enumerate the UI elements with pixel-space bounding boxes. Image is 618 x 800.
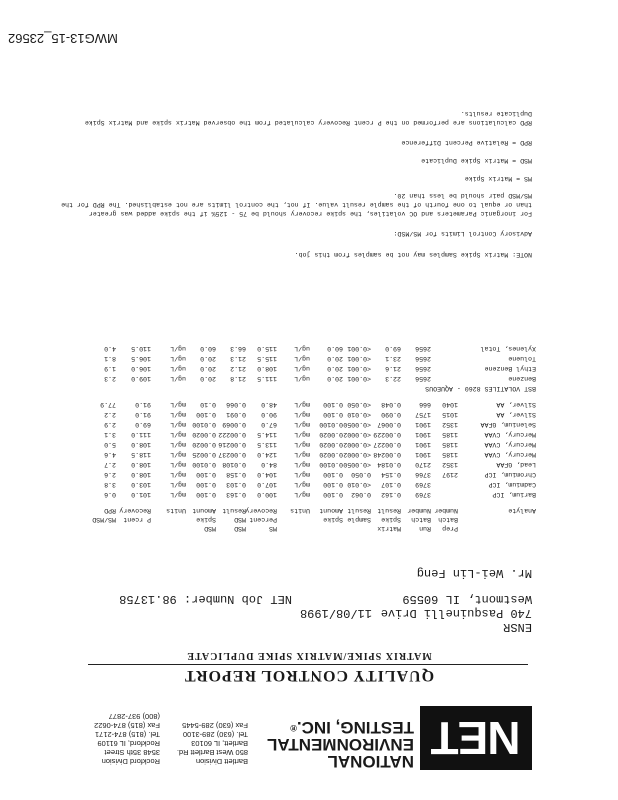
- division-line: Fax (815) 874-0622: [94, 721, 160, 730]
- value-cell: 1185: [442, 451, 458, 458]
- value-cell: 1015: [442, 411, 458, 418]
- division-line: Bartlett Division: [195, 757, 248, 766]
- analyte-cell: Benzene: [508, 375, 536, 382]
- job-number: NET Job Number: 98.13758: [119, 592, 292, 606]
- column-header: Amount: [319, 507, 343, 514]
- value-cell: 20.0: [200, 365, 216, 372]
- column-header: Run: [419, 525, 431, 532]
- value-cell: <0.001: [347, 345, 371, 352]
- value-cell: 1757: [415, 411, 431, 418]
- analyte-cell: Silver, AA: [496, 401, 536, 408]
- company-line-1: NATIONAL: [327, 752, 414, 771]
- value-cell: mg/L: [170, 481, 186, 488]
- value-cell: 1352: [442, 461, 458, 468]
- value-cell: 0.100: [196, 481, 216, 488]
- value-cell: <0.0002: [343, 451, 371, 458]
- note-rpd-line-1: RPD calculations are performed on the P rcent Recovery calculated from the observed Matrix spike and Matrix Spike: [84, 119, 532, 126]
- division-line: Tel. (815) 874-2171: [94, 730, 160, 739]
- value-cell: 48.0: [261, 401, 277, 408]
- column-header: Analyte: [508, 507, 536, 514]
- rockford-division: [78, 712, 160, 766]
- value-cell: 1901: [415, 451, 431, 458]
- value-cell: 91.0: [135, 411, 151, 418]
- column-header: Sample: [347, 516, 371, 523]
- value-cell: 0.062: [351, 491, 371, 498]
- column-header: Prep: [442, 525, 458, 532]
- value-cell: 21.8: [230, 375, 246, 382]
- column-header: Units: [290, 507, 310, 514]
- value-cell: 2.3: [104, 375, 116, 382]
- value-cell: 0.163: [226, 491, 246, 498]
- column-header: Recovery: [119, 507, 151, 514]
- column-header: MSD: [204, 525, 216, 532]
- value-cell: 118.5: [131, 451, 151, 458]
- value-cell: 0.0067: [377, 421, 401, 428]
- value-cell: 20.0: [200, 375, 216, 382]
- table-row: [76, 478, 536, 488]
- value-cell: 3.8: [104, 481, 116, 488]
- value-cell: mg/L: [170, 401, 186, 408]
- value-cell: <0.001: [347, 365, 371, 372]
- value-cell: ug/L: [170, 365, 186, 372]
- value-cell: <0.0002: [343, 431, 371, 438]
- value-cell: ug/L: [294, 365, 310, 372]
- value-cell: 84.0: [261, 461, 277, 468]
- value-cell: 0.100: [323, 471, 343, 478]
- value-cell: mg/L: [170, 421, 186, 428]
- value-cell: 0.091: [226, 411, 246, 418]
- value-cell: mg/L: [294, 431, 310, 438]
- value-cell: mg/L: [294, 421, 310, 428]
- value-cell: 110.5: [131, 345, 151, 352]
- value-cell: 111.0: [131, 431, 151, 438]
- division-line: Tel. (630) 289-3100: [182, 730, 248, 739]
- value-cell: 91.0: [135, 401, 151, 408]
- value-cell: 0.10: [200, 401, 216, 408]
- value-cell: 2.9: [104, 421, 116, 428]
- value-cell: 21.3: [230, 355, 246, 362]
- value-cell: 106.5: [131, 355, 151, 362]
- value-cell: 66.3: [230, 345, 246, 352]
- value-cell: 3769: [415, 481, 431, 488]
- value-cell: 124.0: [257, 451, 277, 458]
- value-cell: mg/L: [294, 451, 310, 458]
- value-cell: 0.100: [323, 491, 343, 498]
- note-advisory: Advisory Control Limits for MS/MSD:: [393, 230, 532, 237]
- division-line: Bartlett, IL 60103: [191, 739, 248, 748]
- note-percent-line-2: than or equal to one fourth of the sample result value. If not, the control limits are not established. The RPD for the: [61, 201, 532, 208]
- value-cell: 0.6: [104, 491, 116, 498]
- column-header: Spike: [381, 516, 401, 523]
- table-row: [76, 428, 536, 438]
- value-cell: 106.0: [131, 365, 151, 372]
- value-cell: ug/L: [294, 345, 310, 352]
- client-address-line-2: Westmont, IL 60559: [402, 592, 532, 606]
- value-cell: 0.0184: [377, 461, 401, 468]
- value-cell: ug/L: [294, 355, 310, 362]
- column-header: Spike: [196, 516, 216, 523]
- value-cell: 20.0: [327, 375, 343, 382]
- column-header: Batch: [411, 516, 431, 523]
- value-cell: 0.066: [226, 401, 246, 408]
- value-cell: 0.107: [381, 481, 401, 488]
- value-cell: mg/L: [170, 451, 186, 458]
- value-cell: 0.100: [323, 401, 343, 408]
- bartlett-division: [166, 721, 248, 766]
- value-cell: <0.0050: [343, 461, 371, 468]
- table-row: [76, 438, 536, 448]
- division-line: Rockford Division: [101, 757, 160, 766]
- value-cell: 90.0: [261, 411, 277, 418]
- value-cell: ug/L: [170, 355, 186, 362]
- analyte-cell: Ethyl Benzene: [484, 365, 536, 372]
- analyte-cell: Mercury, CVAA: [484, 441, 536, 448]
- company-name: [264, 719, 414, 770]
- column-header: Recovery: [245, 507, 277, 514]
- value-cell: 77.9: [100, 401, 116, 408]
- value-cell: 21.6: [385, 365, 401, 372]
- value-cell: 0.158: [226, 471, 246, 478]
- value-cell: mg/L: [294, 461, 310, 468]
- table-row: [76, 372, 536, 382]
- value-cell: 104.0: [257, 471, 277, 478]
- value-cell: 60.0: [200, 345, 216, 352]
- company-line-2: ENVIRONMENTAL: [266, 735, 414, 754]
- value-cell: 0.100: [196, 491, 216, 498]
- value-cell: 0.0100: [319, 421, 343, 428]
- value-cell: 0.0020: [192, 431, 216, 438]
- column-header: MSD: [234, 516, 246, 523]
- value-cell: 4.6: [104, 451, 116, 458]
- value-cell: 108.0: [131, 461, 151, 468]
- header-row-top: [76, 522, 536, 532]
- division-line: Rockford, IL 61109: [97, 739, 160, 748]
- value-cell: 2170: [415, 461, 431, 468]
- value-cell: mg/L: [170, 441, 186, 448]
- value-cell: mg/L: [170, 411, 186, 418]
- value-cell: 0.00229: [373, 431, 401, 438]
- table-row: [76, 448, 536, 458]
- value-cell: 0.154: [381, 471, 401, 478]
- analyte-cell: Barium, ICP: [492, 491, 536, 498]
- value-cell: 666: [419, 401, 431, 408]
- logo-text: NET: [431, 712, 521, 764]
- value-cell: 111.5: [257, 375, 277, 382]
- value-cell: 20.0: [200, 355, 216, 362]
- value-cell: 3766: [415, 471, 431, 478]
- value-cell: 101.0: [131, 491, 151, 498]
- column-header: MS: [269, 525, 277, 532]
- division-line: (800) 937-2877: [108, 712, 160, 721]
- value-cell: 69.0: [135, 421, 151, 428]
- value-cell: 0.048: [381, 401, 401, 408]
- title-divider: [88, 664, 528, 665]
- division-line: Fax (630) 289-5445: [182, 721, 248, 730]
- value-cell: mg/L: [170, 461, 186, 468]
- analyte-cell: Chromium, ICP: [484, 471, 536, 478]
- note-rpd-line-2: Duplicate results.: [460, 110, 532, 117]
- value-cell: mg/L: [294, 401, 310, 408]
- value-cell: 1185: [442, 441, 458, 448]
- value-cell: 20.0: [327, 355, 343, 362]
- document-id: MWG13-15_23562: [8, 31, 118, 46]
- value-cell: <0.0002: [343, 441, 371, 448]
- column-header: Number: [407, 507, 431, 514]
- analyte-cell: Mercury, CVAA: [484, 451, 536, 458]
- table-row: [76, 468, 536, 478]
- value-cell: mg/L: [294, 411, 310, 418]
- value-cell: 2.6: [104, 471, 116, 478]
- company-line-3: TESTING, INC.: [296, 718, 414, 737]
- value-cell: 21.2: [230, 365, 246, 372]
- value-cell: 1.9: [104, 365, 116, 372]
- report-date: 11/08/1998: [299, 606, 372, 620]
- value-cell: 0.00237: [218, 451, 246, 458]
- value-cell: 1352: [442, 421, 458, 428]
- value-cell: mg/L: [294, 491, 310, 498]
- value-cell: <0.0050: [343, 421, 371, 428]
- value-cell: 0.100: [196, 411, 216, 418]
- value-cell: 108.0: [131, 441, 151, 448]
- value-cell: mg/L: [294, 471, 310, 478]
- note-matrix-spike: NOTE: Matrix Spike Samples may not be samples from this job.: [294, 251, 532, 258]
- value-cell: 0.100: [323, 411, 343, 418]
- table-row: [76, 408, 536, 418]
- note-percent-line-1: For inorganic Parameters and OC volatiles, the spike recovery should be 75 - 125% if the spike added was greater: [88, 210, 532, 217]
- value-cell: 20.0: [327, 365, 343, 372]
- value-cell: 107.0: [257, 481, 277, 488]
- analyte-cell: Toluene: [508, 355, 536, 362]
- analyte-cell: Selenium, GFAA: [480, 421, 536, 428]
- note-rpd-def: RPD = Relative Percent Difference: [401, 139, 532, 146]
- value-cell: 0.162: [381, 491, 401, 498]
- column-header: Amount: [192, 507, 216, 514]
- analyte-cell: BST VOLATILES 8260 - AQUEOUS: [425, 385, 536, 392]
- column-header: Matrix: [377, 525, 401, 532]
- table-row: [76, 352, 536, 362]
- analyte-cell: Lead, GFAA: [496, 461, 536, 468]
- table-row: [76, 418, 536, 428]
- value-cell: 0.0020: [319, 441, 343, 448]
- value-cell: 1901: [415, 441, 431, 448]
- value-cell: 2.7: [104, 461, 116, 468]
- column-header: Percent: [249, 516, 277, 523]
- value-cell: 1185: [442, 431, 458, 438]
- value-cell: mg/L: [294, 481, 310, 488]
- value-cell: 2656: [415, 345, 431, 352]
- value-cell: 0.00216: [218, 441, 246, 448]
- column-header: Result: [347, 507, 371, 514]
- column-header: P rcent: [123, 516, 151, 523]
- value-cell: mg/L: [294, 441, 310, 448]
- value-cell: ug/L: [294, 375, 310, 382]
- value-cell: 108.0: [257, 365, 277, 372]
- value-cell: <0.001: [347, 375, 371, 382]
- value-cell: 0.00227: [373, 441, 401, 448]
- value-cell: 60.0: [327, 345, 343, 352]
- value-cell: 8.1: [104, 355, 116, 362]
- analyte-cell: Silver, AA: [496, 411, 536, 418]
- column-header: Spike: [323, 516, 343, 523]
- value-cell: ug/L: [170, 345, 186, 352]
- value-cell: <0.001: [347, 355, 371, 362]
- value-cell: 23.1: [385, 355, 401, 362]
- value-cell: <0.010: [347, 481, 371, 488]
- client-attention: Mr. Wei-Lin Feng: [416, 566, 532, 580]
- value-cell: 114.5: [257, 431, 277, 438]
- net-logo: [420, 706, 532, 770]
- value-cell: 0.0100: [192, 421, 216, 428]
- division-line: 850 West Bartlett Rd.: [176, 748, 248, 757]
- value-cell: 0.0025: [192, 451, 216, 458]
- value-cell: 1901: [415, 431, 431, 438]
- column-header: RPD: [104, 507, 116, 514]
- value-cell: 0.00222: [218, 431, 246, 438]
- column-header: MS/MSD: [92, 516, 116, 523]
- value-cell: 0.0100: [319, 461, 343, 468]
- value-cell: <0.010: [347, 411, 371, 418]
- value-cell: 0.0020: [192, 441, 216, 448]
- client-name: ENSR: [503, 620, 532, 634]
- value-cell: 2197: [442, 471, 458, 478]
- value-cell: mg/L: [170, 431, 186, 438]
- value-cell: mg/L: [170, 471, 186, 478]
- analyte-cell: Xylenes, Total: [480, 345, 536, 352]
- value-cell: 108.0: [131, 471, 151, 478]
- value-cell: 2656: [415, 365, 431, 372]
- table-row: [76, 342, 536, 352]
- column-header: Batch: [438, 516, 458, 523]
- value-cell: 3769: [415, 491, 431, 498]
- value-cell: 69.0: [385, 345, 401, 352]
- column-header: Number: [434, 507, 458, 514]
- value-cell: 0.103: [226, 481, 246, 488]
- value-cell: 115.0: [257, 345, 277, 352]
- header-row-bottom: [76, 504, 536, 514]
- value-cell: 2.2: [104, 411, 116, 418]
- value-cell: 67.0: [261, 421, 277, 428]
- value-cell: 4.0: [104, 345, 116, 352]
- value-cell: <0.050: [347, 401, 371, 408]
- analyte-cell: Mercury, CVAA: [484, 431, 536, 438]
- column-header: Result: [377, 507, 401, 514]
- value-cell: 1040: [442, 401, 458, 408]
- report-title: QUALITY CONTROL REPORT: [183, 667, 435, 684]
- value-cell: 0.050: [351, 471, 371, 478]
- value-cell: ug/L: [170, 375, 186, 382]
- value-cell: 115.5: [257, 355, 277, 362]
- note-ms-def: MS = Matrix Spike: [464, 175, 532, 182]
- value-cell: 3.1: [104, 431, 116, 438]
- value-cell: 100.0: [257, 491, 277, 498]
- value-cell: 0.0069: [222, 421, 246, 428]
- column-header: Units: [166, 507, 186, 514]
- division-line: 3548 35th Street: [104, 748, 160, 757]
- table-row: [76, 362, 536, 372]
- value-cell: 0.0020: [319, 451, 343, 458]
- table-row: [76, 458, 536, 468]
- value-cell: 0.0108: [222, 461, 246, 468]
- value-cell: 22.3: [385, 375, 401, 382]
- value-cell: 103.0: [131, 481, 151, 488]
- column-header: MSD: [234, 525, 246, 532]
- value-cell: 0.100: [323, 481, 343, 488]
- value-cell: 0.100: [196, 471, 216, 478]
- table-row: [76, 382, 536, 392]
- registered-mark: ®: [290, 723, 297, 733]
- value-cell: mg/L: [170, 491, 186, 498]
- value-cell: 0.0020: [319, 431, 343, 438]
- column-header: Result: [222, 507, 246, 514]
- client-address-line-1: 740 Pasquinelli Drive: [380, 606, 532, 620]
- value-cell: 0.090: [381, 411, 401, 418]
- table-row: [76, 488, 536, 498]
- analyte-cell: Cadmium, ICP: [488, 481, 536, 488]
- header-row-mid: [76, 513, 536, 523]
- value-cell: 1901: [415, 421, 431, 428]
- note-msd-def: MSD = Matrix Spike Duplicate: [421, 157, 532, 164]
- report-subtitle: MATRIX SPIKE/MATRIX SPIKE DUPLICATE: [186, 650, 432, 661]
- value-cell: 5.0: [104, 441, 116, 448]
- value-cell: 113.5: [257, 441, 277, 448]
- value-cell: 0.0100: [192, 461, 216, 468]
- note-percent-line-3: MS/MSD pair should be less than 20.: [393, 192, 532, 199]
- value-cell: 109.0: [131, 375, 151, 382]
- value-cell: 2656: [415, 375, 431, 382]
- value-cell: 2656: [415, 355, 431, 362]
- value-cell: 0.00248: [373, 451, 401, 458]
- table-row: [76, 398, 536, 408]
